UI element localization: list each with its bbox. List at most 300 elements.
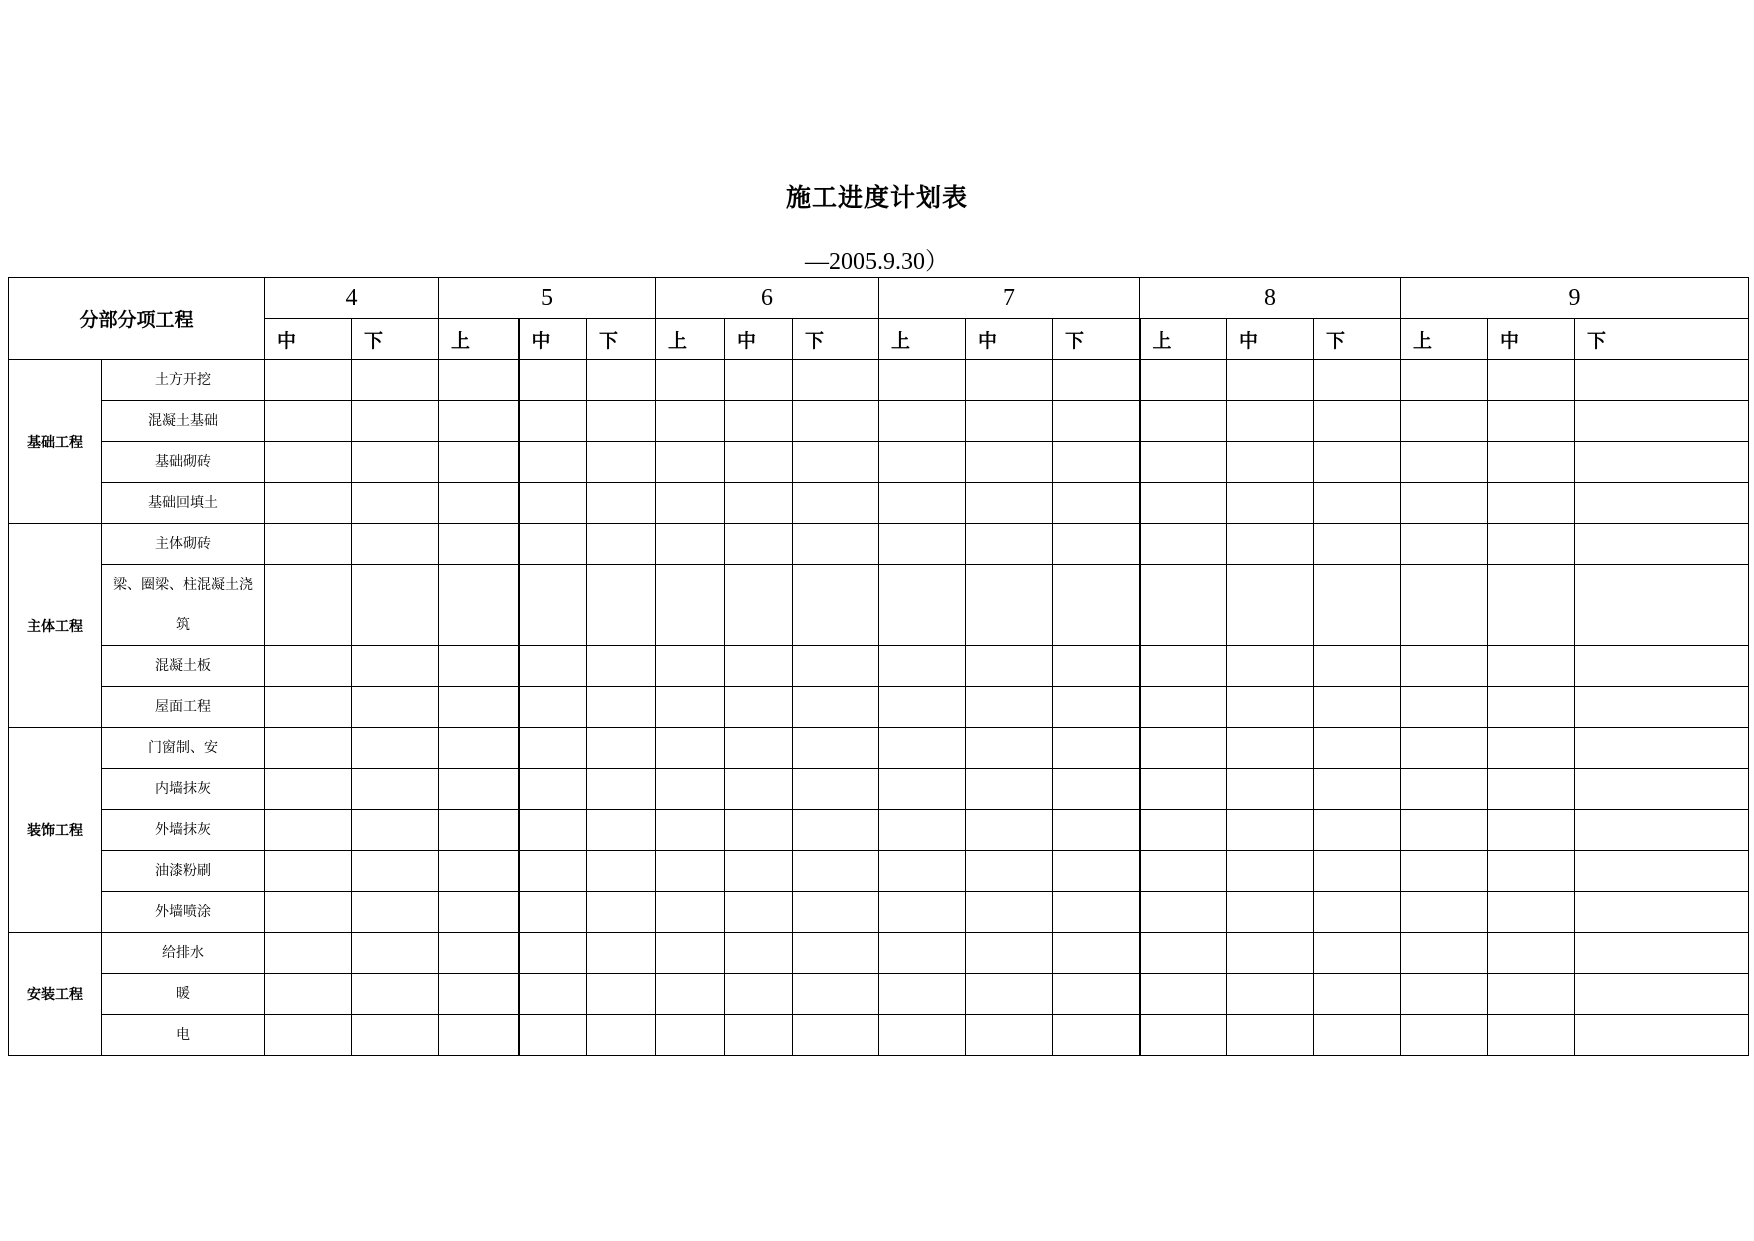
schedule-cell (587, 360, 656, 401)
schedule-cell (879, 892, 966, 933)
table-row (9, 728, 1749, 769)
schedule-cell (879, 810, 966, 851)
table-row (9, 401, 1749, 442)
schedule-cell (1314, 442, 1401, 483)
month-9: 9 (1401, 278, 1749, 319)
item-label: 给排水 (102, 933, 265, 974)
schedule-cell (1227, 1015, 1314, 1056)
item-label: 暖 (102, 974, 265, 1015)
schedule-cell (1314, 483, 1401, 524)
schedule-cell (1140, 728, 1227, 769)
schedule-cell (1227, 974, 1314, 1015)
schedule-cell (587, 892, 656, 933)
schedule-cell (352, 728, 439, 769)
schedule-cell (265, 442, 352, 483)
schedule-cell (1488, 401, 1575, 442)
schedule-cell (966, 728, 1053, 769)
schedule-cell (1227, 442, 1314, 483)
schedule-cell (265, 360, 352, 401)
schedule-cell (352, 687, 439, 728)
schedule-cell (966, 401, 1053, 442)
schedule-cell (1488, 442, 1575, 483)
page-title: 施工进度计划表 (785, 183, 968, 212)
schedule-cell (1575, 728, 1749, 769)
schedule-cell (1575, 810, 1749, 851)
schedule-cell (1575, 483, 1749, 524)
item-label: 内墙抹灰 (102, 769, 265, 810)
schedule-cell (587, 483, 656, 524)
schedule-cell (1314, 769, 1401, 810)
schedule-cell (519, 1015, 587, 1056)
schedule-cell (656, 646, 725, 687)
schedule-cell (1314, 810, 1401, 851)
period-cell: 上 (879, 319, 966, 360)
schedule-cell (1227, 565, 1314, 646)
schedule-cell (1401, 974, 1488, 1015)
schedule-cell (793, 646, 879, 687)
schedule-cell (1053, 483, 1140, 524)
schedule-cell (1227, 524, 1314, 565)
schedule-cell (725, 933, 793, 974)
schedule-cell (793, 442, 879, 483)
schedule-cell (1053, 565, 1140, 646)
schedule-cell (1227, 851, 1314, 892)
schedule-cell (1314, 687, 1401, 728)
schedule-cell (519, 974, 587, 1015)
schedule-cell (1140, 360, 1227, 401)
schedule-cell (265, 483, 352, 524)
schedule-cell (1227, 769, 1314, 810)
schedule-cell (1227, 646, 1314, 687)
schedule-cell (352, 565, 439, 646)
schedule-cell (519, 442, 587, 483)
schedule-cell (793, 974, 879, 1015)
schedule-cell (725, 974, 793, 1015)
schedule-cell (725, 851, 793, 892)
schedule-cell (265, 524, 352, 565)
table-row (9, 851, 1749, 892)
schedule-cell (587, 728, 656, 769)
schedule-cell (439, 483, 519, 524)
schedule-cell (1401, 1015, 1488, 1056)
schedule-cell (1227, 687, 1314, 728)
schedule-cell (1140, 769, 1227, 810)
schedule-cell (1140, 687, 1227, 728)
schedule-cell (793, 565, 879, 646)
schedule-cell (352, 401, 439, 442)
schedule-cell (793, 401, 879, 442)
item-label: 外墙抹灰 (102, 810, 265, 851)
schedule-cell (966, 769, 1053, 810)
schedule-cell (587, 974, 656, 1015)
schedule-cell (1227, 810, 1314, 851)
schedule-cell (793, 360, 879, 401)
schedule-cell (1575, 892, 1749, 933)
schedule-cell (265, 769, 352, 810)
schedule-cell (879, 1015, 966, 1056)
schedule-cell (793, 728, 879, 769)
schedule-cell (966, 360, 1053, 401)
month-4: 4 (265, 278, 439, 319)
schedule-cell (1053, 687, 1140, 728)
schedule-cell (519, 769, 587, 810)
schedule-cell (656, 360, 725, 401)
schedule-cell (1401, 769, 1488, 810)
schedule-cell (439, 1015, 519, 1056)
schedule-cell (725, 646, 793, 687)
schedule-cell (1488, 1015, 1575, 1056)
period-cell: 下 (587, 319, 656, 360)
schedule-cell (1314, 524, 1401, 565)
schedule-cell (1401, 524, 1488, 565)
schedule-cell (879, 565, 966, 646)
schedule-cell (519, 565, 587, 646)
schedule-cell (1488, 687, 1575, 728)
schedule-cell (439, 933, 519, 974)
schedule-cell (439, 851, 519, 892)
item-label: 电 (102, 1015, 265, 1056)
table-row (9, 565, 1749, 646)
item-label: 土方开挖 (102, 360, 265, 401)
schedule-cell (1227, 483, 1314, 524)
period-cell: 上 (1140, 319, 1227, 360)
period-cell: 上 (439, 319, 519, 360)
schedule-cell (793, 687, 879, 728)
schedule-cell (793, 483, 879, 524)
schedule-cell (1140, 524, 1227, 565)
schedule-cell (1488, 728, 1575, 769)
schedule-cell (1053, 728, 1140, 769)
schedule-cell (1227, 728, 1314, 769)
schedule-cell (1314, 892, 1401, 933)
schedule-cell (1488, 810, 1575, 851)
schedule-cell (725, 769, 793, 810)
schedule-cell (879, 524, 966, 565)
schedule-cell (1575, 565, 1749, 646)
schedule-cell (725, 810, 793, 851)
date-range: —2005.9.30） (805, 249, 949, 275)
schedule-cell (966, 974, 1053, 1015)
schedule-cell (439, 565, 519, 646)
schedule-cell (265, 687, 352, 728)
group-label: 基础工程 (9, 360, 102, 524)
schedule-cell (725, 442, 793, 483)
schedule-cell (352, 442, 439, 483)
schedule-cell (1488, 360, 1575, 401)
schedule-cell (966, 687, 1053, 728)
schedule-cell (1401, 646, 1488, 687)
item-label: 混凝土板 (102, 646, 265, 687)
schedule-cell (587, 933, 656, 974)
schedule-cell (879, 442, 966, 483)
schedule-cell (352, 892, 439, 933)
schedule-cell (519, 851, 587, 892)
schedule-cell (1140, 933, 1227, 974)
schedule-cell (656, 892, 725, 933)
schedule-cell (519, 728, 587, 769)
period-cell: 下 (793, 319, 879, 360)
period-cell: 下 (352, 319, 439, 360)
schedule-cell (656, 933, 725, 974)
schedule-cell (1488, 933, 1575, 974)
table-row (9, 974, 1749, 1015)
schedule-cell (656, 851, 725, 892)
schedule-table (8, 277, 1749, 1056)
table-row (9, 646, 1749, 687)
schedule-cell (1575, 769, 1749, 810)
schedule-cell (1053, 933, 1140, 974)
schedule-cell (352, 1015, 439, 1056)
schedule-cell (879, 401, 966, 442)
schedule-cell (1401, 933, 1488, 974)
item-label: 门窗制、安 (102, 728, 265, 769)
schedule-cell (879, 360, 966, 401)
schedule-cell (265, 933, 352, 974)
schedule-cell (1401, 810, 1488, 851)
schedule-cell (1314, 646, 1401, 687)
schedule-cell (587, 687, 656, 728)
schedule-cell (966, 524, 1053, 565)
schedule-cell (966, 442, 1053, 483)
schedule-cell (1227, 360, 1314, 401)
schedule-cell (656, 401, 725, 442)
schedule-cell (265, 974, 352, 1015)
schedule-cell (1575, 851, 1749, 892)
schedule-cell (656, 1015, 725, 1056)
schedule-cell (519, 401, 587, 442)
schedule-cell (1575, 442, 1749, 483)
schedule-cell (439, 892, 519, 933)
schedule-cell (1227, 933, 1314, 974)
schedule-cell (587, 769, 656, 810)
schedule-cell (1401, 687, 1488, 728)
schedule-cell (725, 565, 793, 646)
schedule-cell (1053, 1015, 1140, 1056)
schedule-cell (1140, 810, 1227, 851)
schedule-cell (725, 483, 793, 524)
table-row (9, 360, 1749, 401)
schedule-cell (1488, 892, 1575, 933)
schedule-cell (1575, 360, 1749, 401)
schedule-cell (439, 401, 519, 442)
schedule-cell (793, 1015, 879, 1056)
schedule-cell (587, 565, 656, 646)
item-label: 主体砌砖 (102, 524, 265, 565)
schedule-cell (1401, 442, 1488, 483)
schedule-cell (879, 974, 966, 1015)
schedule-cell (265, 1015, 352, 1056)
schedule-cell (439, 728, 519, 769)
schedule-cell (439, 524, 519, 565)
schedule-cell (265, 565, 352, 646)
schedule-cell (656, 442, 725, 483)
schedule-cell (439, 974, 519, 1015)
schedule-cell (439, 810, 519, 851)
schedule-cell (265, 892, 352, 933)
schedule-cell (1488, 565, 1575, 646)
table-row (9, 810, 1749, 851)
schedule-cell (725, 401, 793, 442)
month-8: 8 (1140, 278, 1401, 319)
schedule-cell (265, 810, 352, 851)
schedule-cell (1314, 1015, 1401, 1056)
schedule-cell (1140, 892, 1227, 933)
table-row (9, 769, 1749, 810)
item-label: 基础砌砖 (102, 442, 265, 483)
schedule-cell (1575, 401, 1749, 442)
schedule-cell (352, 769, 439, 810)
group-label: 装饰工程 (9, 728, 102, 933)
period-cell: 中 (1488, 319, 1575, 360)
schedule-cell (1575, 646, 1749, 687)
schedule-cell (1488, 974, 1575, 1015)
period-cell: 中 (265, 319, 352, 360)
schedule-cell (656, 728, 725, 769)
schedule-cell (879, 646, 966, 687)
schedule-cell (1575, 933, 1749, 974)
table-row (9, 687, 1749, 728)
schedule-cell (1140, 565, 1227, 646)
schedule-cell (966, 892, 1053, 933)
schedule-cell (1140, 851, 1227, 892)
schedule-cell (966, 933, 1053, 974)
header-label: 分部分项工程 (9, 278, 265, 360)
schedule-cell (1140, 974, 1227, 1015)
period-cell: 中 (519, 319, 587, 360)
schedule-cell (725, 892, 793, 933)
period-header-row (9, 319, 1749, 360)
schedule-cell (1053, 401, 1140, 442)
schedule-cell (879, 769, 966, 810)
schedule-cell (966, 565, 1053, 646)
schedule-cell (587, 810, 656, 851)
item-label: 基础回填土 (102, 483, 265, 524)
schedule-cell (587, 401, 656, 442)
schedule-cell (352, 360, 439, 401)
schedule-cell (656, 769, 725, 810)
schedule-cell (265, 851, 352, 892)
schedule-cell (587, 524, 656, 565)
schedule-cell (656, 974, 725, 1015)
table-row (9, 524, 1749, 565)
schedule-cell (725, 1015, 793, 1056)
schedule-cell (725, 360, 793, 401)
schedule-cell (879, 933, 966, 974)
schedule-cell (265, 646, 352, 687)
schedule-cell (1314, 933, 1401, 974)
schedule-cell (1053, 810, 1140, 851)
schedule-cell (265, 401, 352, 442)
schedule-cell (1575, 974, 1749, 1015)
schedule-cell (793, 810, 879, 851)
schedule-cell (1140, 442, 1227, 483)
month-7: 7 (879, 278, 1140, 319)
schedule-cell (1488, 646, 1575, 687)
schedule-cell (519, 892, 587, 933)
schedule-cell (966, 1015, 1053, 1056)
schedule-cell (352, 483, 439, 524)
schedule-cell (966, 646, 1053, 687)
schedule-cell (352, 810, 439, 851)
schedule-cell (1314, 974, 1401, 1015)
schedule-cell (1314, 728, 1401, 769)
schedule-cell (1488, 851, 1575, 892)
schedule-cell (656, 524, 725, 565)
schedule-cell (1140, 483, 1227, 524)
table-row (9, 483, 1749, 524)
schedule-cell (793, 524, 879, 565)
schedule-cell (519, 524, 587, 565)
schedule-cell (1227, 401, 1314, 442)
month-5: 5 (439, 278, 656, 319)
group-label: 主体工程 (9, 524, 102, 728)
schedule-cell (1053, 769, 1140, 810)
period-cell: 中 (725, 319, 793, 360)
schedule-cell (587, 851, 656, 892)
schedule-cell (966, 851, 1053, 892)
schedule-cell (1227, 892, 1314, 933)
item-label: 梁、圈梁、柱混凝土浇筑 (102, 565, 265, 646)
schedule-cell (587, 442, 656, 483)
schedule-cell (1053, 974, 1140, 1015)
schedule-cell (519, 687, 587, 728)
schedule-cell (1488, 483, 1575, 524)
schedule-cell (352, 933, 439, 974)
schedule-cell (587, 1015, 656, 1056)
schedule-cell (879, 851, 966, 892)
schedule-cell (1314, 851, 1401, 892)
schedule-cell (1401, 728, 1488, 769)
schedule-cell (1401, 851, 1488, 892)
group-label: 安装工程 (9, 933, 102, 1056)
schedule-cell (1401, 401, 1488, 442)
schedule-cell (1140, 401, 1227, 442)
schedule-cell (352, 851, 439, 892)
schedule-cell (1401, 565, 1488, 646)
period-cell: 上 (656, 319, 725, 360)
schedule-cell (439, 687, 519, 728)
schedule-cell (1401, 483, 1488, 524)
schedule-cell (725, 524, 793, 565)
schedule-cell (439, 646, 519, 687)
schedule-cell (966, 483, 1053, 524)
schedule-cell (793, 933, 879, 974)
schedule-cell (656, 483, 725, 524)
period-cell: 中 (1227, 319, 1314, 360)
month-6: 6 (656, 278, 879, 319)
schedule-cell (1140, 1015, 1227, 1056)
schedule-cell (725, 687, 793, 728)
period-cell: 中 (966, 319, 1053, 360)
schedule-cell (519, 360, 587, 401)
schedule-cell (1314, 401, 1401, 442)
schedule-cell (587, 646, 656, 687)
schedule-cell (656, 565, 725, 646)
period-cell: 上 (1401, 319, 1488, 360)
schedule-cell (793, 892, 879, 933)
month-header-row (9, 278, 1749, 319)
schedule-cell (439, 360, 519, 401)
schedule-cell (656, 687, 725, 728)
schedule-cell (519, 483, 587, 524)
table-row (9, 933, 1749, 974)
item-label: 屋面工程 (102, 687, 265, 728)
schedule-cell (1575, 1015, 1749, 1056)
schedule-cell (1488, 524, 1575, 565)
schedule-cell (1575, 687, 1749, 728)
table-row (9, 442, 1749, 483)
schedule-cell (879, 728, 966, 769)
